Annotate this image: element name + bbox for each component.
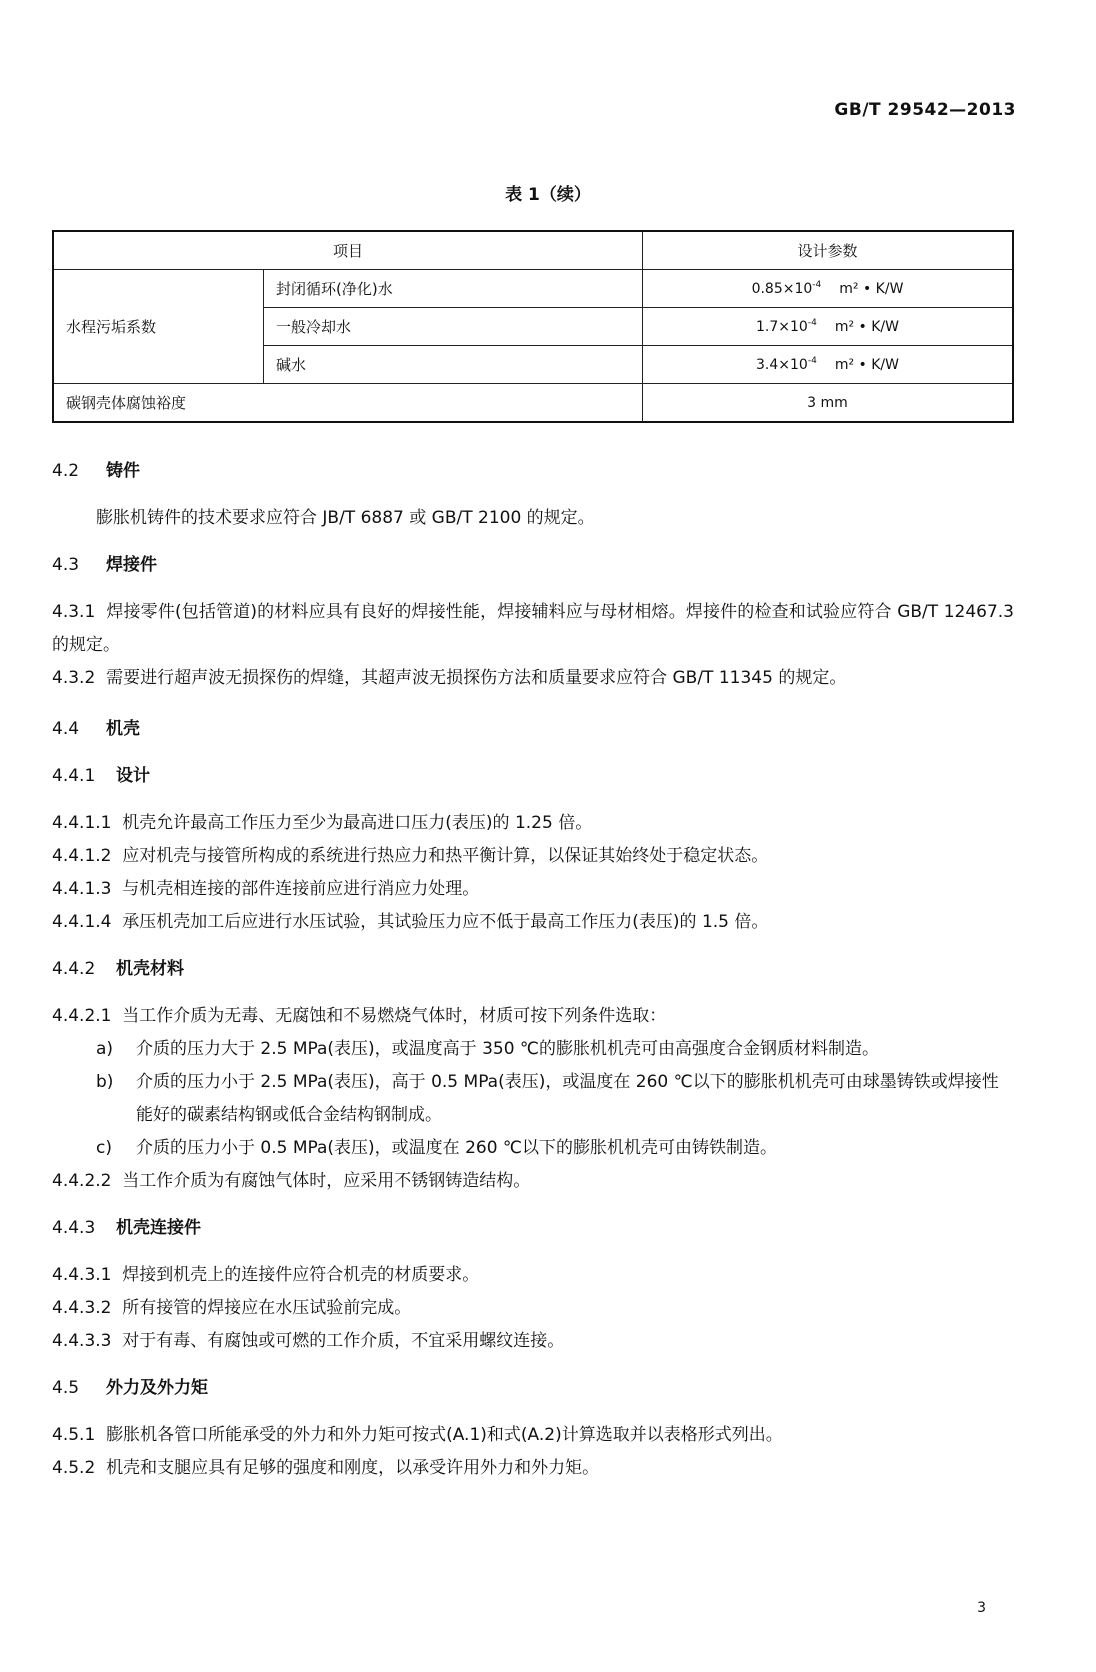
paragraph: 4.3.1 焊接零件(包括管道)的材料应具有良好的焊接性能，焊接辅料应与母材相熔。焊接件的检查和试验应符合 GB/T 12467.3 的规定。 bbox=[52, 602, 1014, 655]
subsection-heading: 4.4.1 设计 bbox=[52, 766, 150, 786]
sub-label: 碱水 bbox=[264, 346, 643, 384]
standard-number: GB/T 29542—2013 bbox=[834, 100, 1016, 120]
paragraph: 4.3.2 需要进行超声波无损探伤的焊缝，其超声波无损探伤方法和质量要求应符合 GB/T 11345 的规定。 bbox=[52, 668, 847, 688]
subsection-heading: 4.4.2 机壳材料 bbox=[52, 959, 184, 979]
section-heading: 4.4 机壳 bbox=[52, 719, 140, 739]
subsection-heading: 4.4.3 机壳连接件 bbox=[52, 1218, 201, 1238]
paragraph: 4.4.1.4 承压机壳加工后应进行水压试验，其试验压力应不低于最高工作压力(表压)的 1.5 倍。 bbox=[52, 912, 769, 932]
paragraph: 4.5.1 膨胀机各管口所能承受的外力和外力矩可按式(A.1)和式(A.2)计算选取并以表格形式列出。 bbox=[52, 1425, 783, 1445]
paragraph: 4.4.3.3 对于有毒、有腐蚀或可燃的工作介质，不宜采用螺纹连接。 bbox=[52, 1331, 565, 1351]
sub-label: 一般冷却水 bbox=[264, 308, 643, 346]
last-row-value: 3 mm bbox=[643, 384, 1014, 423]
last-row-label: 碳钢壳体腐蚀裕度 bbox=[53, 384, 643, 423]
section-heading: 4.3 焊接件 bbox=[52, 555, 157, 575]
list-item: a) 介质的压力大于 2.5 MPa(表压)，或温度高于 350 ℃的膨胀机机壳可由高强度合金钢质材料制造。 bbox=[96, 1039, 880, 1059]
table-row bbox=[53, 270, 1013, 308]
param-value: $1.7\times 10^{-4}$ m² • K/W bbox=[643, 308, 1014, 346]
paragraph: 4.4.3.2 所有接管的焊接应在水压试验前完成。 bbox=[52, 1298, 412, 1318]
param-value: $0.85\times 10^{-4}$ m² • K/W bbox=[643, 270, 1014, 308]
paragraph: 4.4.1.3 与机壳相连接的部件连接前应进行消应力处理。 bbox=[52, 879, 480, 899]
paragraph: 膨胀机铸件的技术要求应符合 JB/T 6887 或 GB/T 2100 的规定。 bbox=[96, 508, 595, 528]
design-parameter-table bbox=[52, 230, 1014, 423]
paragraph: 4.4.1.1 机壳允许最高工作压力至少为最高进口压力(表压)的 1.25 倍。 bbox=[52, 813, 593, 833]
paragraph: 4.4.1.2 应对机壳与接管所构成的系统进行热应力和热平衡计算，以保证其始终处于稳定状态。 bbox=[52, 846, 769, 866]
paragraph: 4.4.2.2 当工作介质为有腐蚀气体时，应采用不锈钢铸造结构。 bbox=[52, 1171, 531, 1191]
group-label: 水程污垢系数 bbox=[53, 270, 264, 384]
page-number: 3 bbox=[977, 1600, 986, 1616]
paragraph: 4.5.2 机壳和支腿应具有足够的强度和刚度，以承受许用外力和外力矩。 bbox=[52, 1458, 600, 1478]
section-heading: 4.2 铸件 bbox=[52, 461, 140, 481]
table-caption: 表 1（续） bbox=[505, 185, 591, 205]
body-content bbox=[52, 455, 1014, 1485]
section-heading: 4.5 外力及外力矩 bbox=[52, 1378, 208, 1398]
list-item: c) 介质的压力小于 0.5 MPa(表压)，或温度在 260 ℃以下的膨胀机机壳可由铸铁制造。 bbox=[96, 1138, 778, 1158]
table-header-row bbox=[53, 231, 1013, 270]
col-param-header: 设计参数 bbox=[643, 231, 1014, 270]
param-value: $3.4\times 10^{-4}$ m² • K/W bbox=[643, 346, 1014, 384]
sub-label: 封闭循环(净化)水 bbox=[264, 270, 643, 308]
paragraph: 4.4.3.1 焊接到机壳上的连接件应符合机壳的材质要求。 bbox=[52, 1265, 480, 1285]
col-item-header: 项目 bbox=[53, 231, 643, 270]
table-row bbox=[53, 384, 1013, 423]
list-item: b) 介质的压力小于 2.5 MPa(表压)，高于 0.5 MPa(表压)，或温度在 260 ℃以下的膨胀机机壳可由球墨铸铁或焊接性能好的碳素结构钢或低合金结构钢制成。 bbox=[96, 1072, 999, 1125]
paragraph: 4.4.2.1 当工作介质为无毒、无腐蚀和不易燃烧气体时，材质可按下列条件选取： bbox=[52, 1006, 667, 1026]
